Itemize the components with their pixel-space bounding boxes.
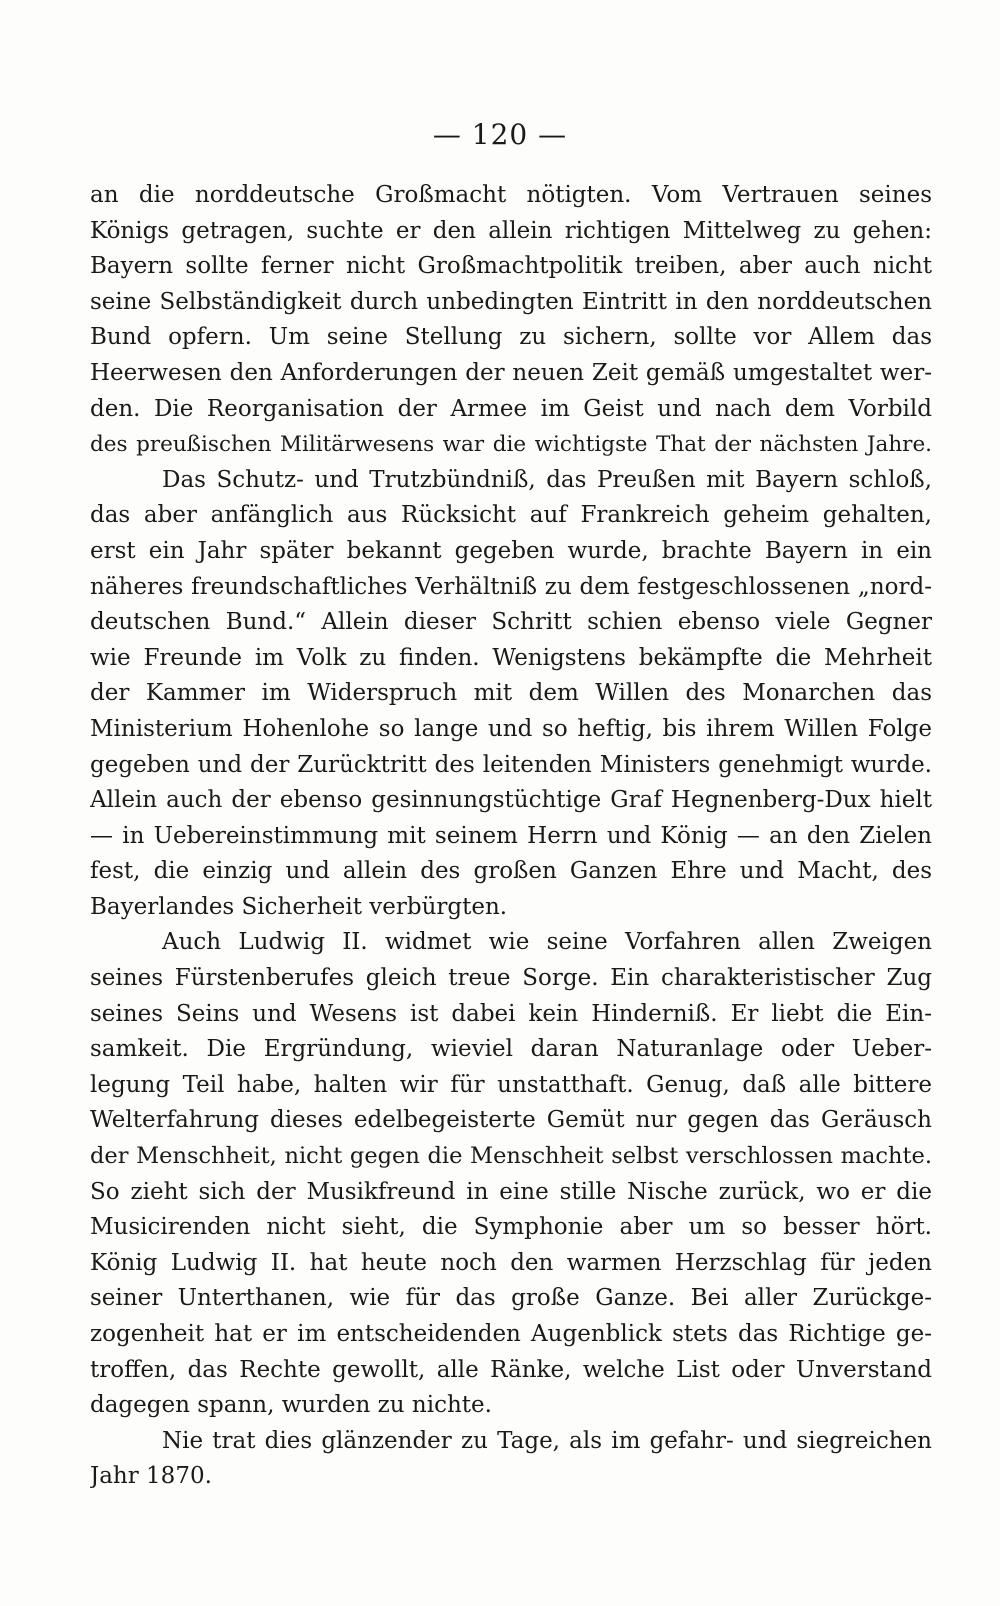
text-line: Bayerlandes Sicherheit verbürgten. xyxy=(90,893,508,920)
text-line: Bayern sollte ferner nicht Großmachtpolitik treiben, aber auch nicht xyxy=(90,253,932,280)
text-line: zogenheit hat er im entscheidenden Augenblick stets das Richtige ge- xyxy=(90,1321,932,1347)
text-line: — in Uebereinstimmung mit seinem Herrn und König — an den Zielen xyxy=(90,822,932,849)
text-line: den. Die Reorganisation der Armee im Geist und nach dem Vorbild xyxy=(90,395,932,422)
text-line: an die norddeutsche Großmacht nötigten. Vom Vertrauen seines xyxy=(90,182,932,208)
text-line: Auch Ludwig II. widmet wie seine Vorfahren allen Zweigen xyxy=(162,929,932,956)
text-line: der Kammer im Widerspruch mit dem Willen des Monarchen das xyxy=(90,680,932,707)
text-line: das aber anfänglich aus Rücksicht auf Frankreich geheim gehalten, xyxy=(90,502,932,529)
text-line: samkeit. Die Ergründung, wieviel daran Naturanlage oder Ueber- xyxy=(90,1036,932,1063)
body-text xyxy=(90,178,932,1495)
text-line: seines Seins und Wesens ist dabei kein Hinderniß. Er liebt die Ein- xyxy=(90,1000,932,1027)
text-line: fest, die einzig und allein des großen Ganzen Ehre und Macht, des xyxy=(90,858,932,885)
text-line: So zieht sich der Musikfreund in eine stille Nische zurück, wo er die xyxy=(90,1178,932,1205)
text-line: Heerwesen den Anforderungen der neuen Zeit gemäß umgestaltet wer- xyxy=(90,359,932,386)
text-line: Bund opfern. Um seine Stellung zu sichern, sollte vor Allem das xyxy=(90,324,932,351)
text-line: der Menschheit, nicht gegen die Menschheit selbst verschlossen machte. xyxy=(90,1143,932,1170)
text-line: des preußischen Militärwesens war die wichtigste That der nächsten Jahre. xyxy=(90,432,932,458)
text-line: Musicirenden nicht sieht, die Symphonie aber um so besser hört. xyxy=(90,1214,932,1241)
text-line: erst ein Jahr später bekannt gegeben wurde, brachte Bayern in ein xyxy=(90,537,932,564)
text-line: seine Selbständigkeit durch unbedingten Eintritt in den norddeutschen xyxy=(90,288,932,315)
text-line: Allein auch der ebenso gesinnungstüchtige Graf Hegnenberg-Dux hielt xyxy=(90,787,932,814)
text-line: deutschen Bund.“ Allein dieser Schritt schien ebenso viele Gegner xyxy=(90,609,932,636)
text-line: König Ludwig II. hat heute noch den warmen Herzschlag für jeden xyxy=(90,1249,932,1276)
text-line: Nie trat dies glänzender zu Tage, als im gefahr- und siegreichen xyxy=(162,1427,932,1454)
text-line: gegeben und der Zurücktritt des leitenden Ministers genehmigt wurde. xyxy=(90,751,932,778)
text-line: seines Fürstenberufes gleich treue Sorge. Ein charakteristischer Zug xyxy=(90,965,932,992)
page-number: — 120 — xyxy=(432,118,568,151)
text-line: Jahr 1870. xyxy=(90,1463,212,1490)
text-line: Das Schutz- und Trutzbündniß, das Preußen mit Bayern schloß, xyxy=(162,466,932,493)
text-line: dagegen spann, wurden zu nichte. xyxy=(90,1392,492,1419)
text-line: seiner Unterthanen, wie für das große Ganze. Bei aller Zurückge- xyxy=(90,1285,932,1312)
text-line: troffen, das Rechte gewollt, alle Ränke, welche List oder Unverstand xyxy=(90,1356,932,1383)
text-line: wie Freunde im Volk zu finden. Wenigstens bekämpfte die Mehrheit xyxy=(90,644,932,671)
text-line: näheres freundschaftliches Verhältniß zu dem festgeschlossenen „nord- xyxy=(90,573,932,600)
text-line: Ministerium Hohenlohe so lange und so heftig, bis ihrem Willen Folge xyxy=(90,715,932,742)
text-line: legung Teil habe, halten wir für unstatthaft. Genug, daß alle bittere xyxy=(90,1071,932,1098)
text-line: Welterfahrung dieses edelbegeisterte Gemüt nur gegen das Geräusch xyxy=(90,1107,932,1134)
text-line: Königs getragen, suchte er den allein richtigen Mittelweg zu gehen: xyxy=(90,217,932,244)
